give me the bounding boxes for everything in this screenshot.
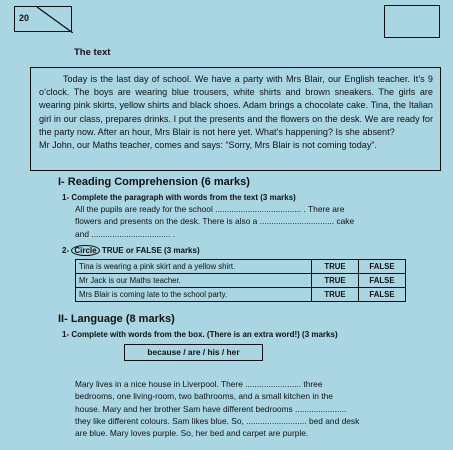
true-option[interactable]: TRUE [312,288,359,302]
reading-q2-instruction [62,246,200,255]
story-line-3: house. Mary and her brother Sam have different bedrooms ...................... [75,403,347,414]
reading-q1-line-1: All the pupils are ready for the school ..................................... . There are [75,204,345,214]
score-value: 20 [19,13,30,23]
story-line-2: bedrooms, one living-room, two bathrooms, and a small kitchen in the [75,391,333,402]
true-option[interactable]: TRUE [312,260,359,274]
reading-q1-paragraph [75,203,447,240]
true-option[interactable]: TRUE [312,274,359,288]
table-row [76,260,406,274]
table-row [76,274,406,288]
text-paragraph-1: Today is the last day of school. We have a party with Mrs Blair, our English teacher. It’s 9 o’clock. The boys are wearing blue trousers, white shirts and brown sneakers. The girls are wearing pink skirts, yellow shirts and black shoes. Adam brings a chocolate cake. Tina, the Italian girl in our class, prepares drinks. I put the presents and the flowers on the desk. We are ready for the party now. After an hour, Mrs Blair is not here yet. What’s happening? Is she absent? [39,74,433,137]
score-box [14,6,72,32]
circle-word: Circle [71,245,99,256]
text-title: The text [74,47,111,58]
word-box: because / are / his / her [124,344,263,361]
statement-cell: Mrs Blair is coming late to the school party. [76,288,312,302]
corner-box [384,5,440,38]
false-option[interactable]: FALSE [359,260,406,274]
story-line-4: they like different colours. Sam likes blue. So, .......................... bed and desk [75,415,360,426]
true-false-table [75,259,406,302]
reading-q1-instruction: 1- Complete the paragraph with words from the text (3 marks) [62,193,296,202]
language-q1-instruction: 1- Complete with words from the box. (There is an extra word!) (3 marks) [62,330,338,339]
story-line-1: Mary lives in a nice house in Liverpool. There ........................ three [75,379,323,389]
reading-q2-number: 2- [62,246,70,255]
story-line-5: are blue. Mary loves purple. So, her bed and carpet are purple. [75,428,309,439]
table-row [76,288,406,302]
text-frame [30,67,441,171]
text-paragraph-2: Mr John, our Maths teacher, comes and says: “Sorry, Mrs Blair is not coming today”. [39,140,377,151]
reading-q1-line-2: flowers and presents on the desk. There is also a ................................ cake [75,216,355,227]
language-story [75,378,447,439]
false-option[interactable]: FALSE [359,288,406,302]
statement-cell: Mr Jack is our Maths teacher. [76,274,312,288]
false-option[interactable]: FALSE [359,274,406,288]
statement-cell: Tina is wearing a pink skirt and a yellow shirt. [76,260,312,274]
reading-q1-line-3: and .................................. . [75,228,176,239]
reading-q2-instruction-rest: TRUE or FALSE (3 marks) [99,246,200,255]
reading-title: I- Reading Comprehension (6 marks) [58,176,250,188]
language-title: II- Language (8 marks) [58,313,175,325]
